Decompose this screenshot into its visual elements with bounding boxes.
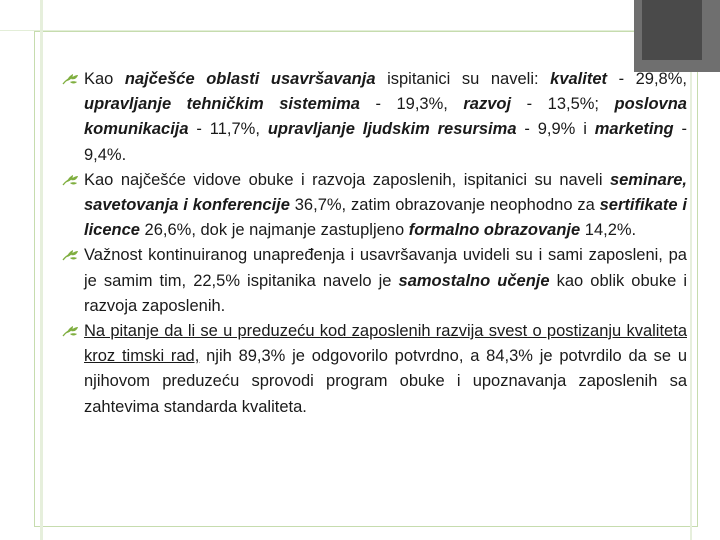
bullet-text-segment: - 19,3%, [359,95,464,114]
bullet-item [62,168,687,244]
emphasis-text: sertifikate i licence [84,196,687,240]
bullet-text-segment [399,272,550,290]
emphasis-text: marketing [594,120,674,139]
emphasis-text: formalno obrazovanje [408,221,581,240]
decor-line [0,30,720,31]
bullet-text-segment: Važnost kontinuiranog unapređenja i usavršavanja uvideli su i sami zaposleni, pa je samim tim, 22,5% ispitanika navelo je [84,246,687,290]
bullet-text-segment [268,120,517,138]
bullet-text-segment: kao oblik obuke i razvoja zaposlenih. [84,271,687,315]
decor-line [40,0,43,540]
leaf-icon [62,73,79,85]
bullet-text-segment: 36,7%, zatim obrazovanje neophodno za [289,196,600,215]
bullet-list [62,67,687,420]
bullet-text-segment [463,95,511,113]
corner-block [634,0,720,72]
emphasis-text: kvalitet [550,70,608,88]
bullet-item [62,67,687,168]
decor-line [690,40,692,540]
bullet-text-segment [84,95,360,113]
bullet-item [62,319,687,420]
emphasis-text: samostalno učenje [398,271,550,290]
bullet-text-segment: - 11,7%, [188,120,268,139]
bullet-text-segment [125,70,376,88]
emphasis-text: seminare, savetovanja i konferencije [84,170,687,215]
bullet-text-segment: - 13,5%; [511,95,615,114]
emphasis-text: upravljanje ljudskim resursima [267,120,517,139]
bullet-text-segment: ispitanici su naveli: [375,70,551,88]
bullet-text-segment: - 9,4%. [84,120,687,164]
bullet-text-segment: Kao [84,70,125,88]
emphasis-text: poslovna komunikacija [84,95,687,139]
leaf-icon [62,174,79,186]
bullet-text-segment [595,120,674,138]
bullet-text-segment: Na pitanje da li se u preduzeću kod zaposlenih razvija svest o postizanju kvaliteta kroz timski rad, [84,322,687,366]
bullet-text-segment [550,70,607,88]
bullet-text-segment: 26,6%, dok je najmanje zastupljeno [139,221,409,240]
bullet-text-segment: Kao najčešće vidove obuke i razvoja zaposlenih, ispitanici su naveli [84,170,610,189]
bullet-item [62,243,687,319]
slide-body [62,67,687,420]
bullet-text-segment: - 29,8%, [607,70,687,88]
emphasis-text: najčešće oblasti usavršavanja [124,70,376,88]
bullet-text-segment [409,221,580,239]
bullet-text-segment: - 9,9% i [516,120,595,139]
bullet-text-segment: 14,2%. [580,221,637,240]
leaf-icon [62,325,79,337]
bullet-text-segment: njih 89,3% je odgovorilo potvrdno, a 84,3% je potvrdilo da se u njihovom preduzeću sprovodi program obuke i upoznavanja zaposlenih sa zahtevima standarda kvaliteta. [84,347,687,416]
corner-block-inner [642,0,702,60]
emphasis-text: razvoj [463,95,512,114]
emphasis-text: upravljanje tehničkim sistemima [84,95,360,114]
leaf-icon [62,249,79,261]
